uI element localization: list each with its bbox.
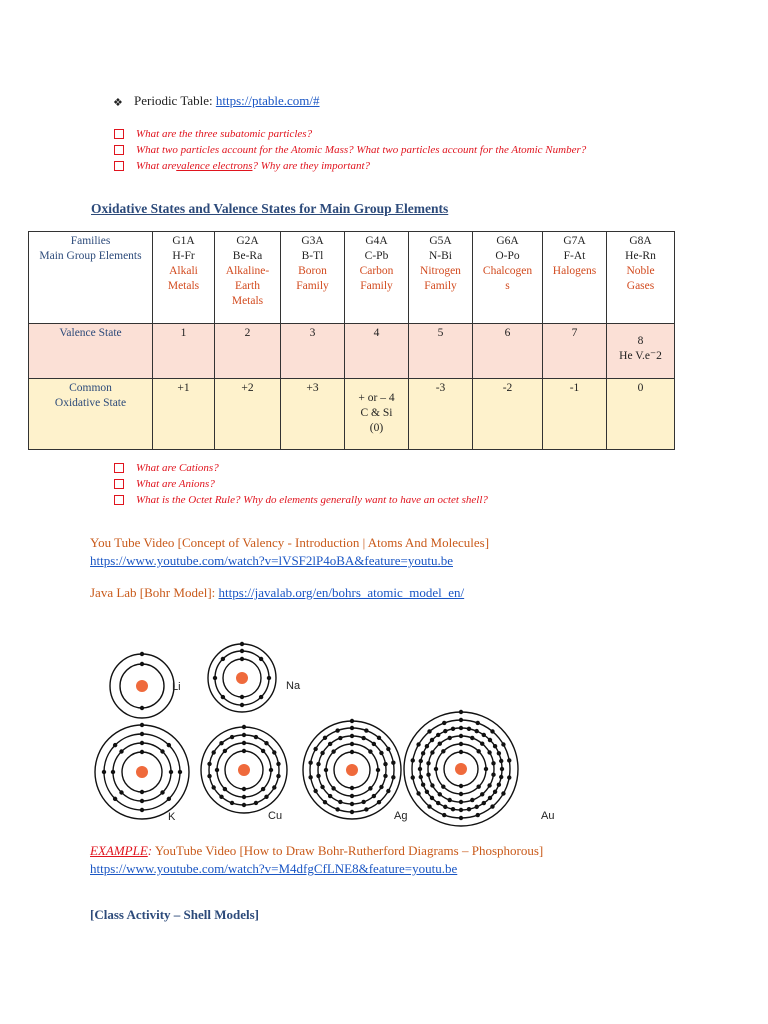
table-header-row bbox=[29, 232, 675, 324]
bohr-atom-cu bbox=[201, 725, 287, 822]
electron-dot bbox=[459, 710, 463, 714]
electron-dot bbox=[368, 786, 372, 790]
electron-dot bbox=[119, 749, 123, 753]
electron-dot bbox=[167, 743, 171, 747]
electron-dot bbox=[313, 789, 317, 793]
example-link[interactable]: https://www.youtube.com/watch?v=M4dfgCfLNE8&feature=youtu.be bbox=[90, 861, 458, 876]
electron-dot bbox=[379, 785, 383, 789]
element-label: Li bbox=[172, 681, 181, 693]
checkbox-icon[interactable] bbox=[114, 463, 124, 473]
oxidative-cell: -1 bbox=[543, 379, 607, 450]
electron-dot bbox=[430, 738, 434, 742]
electron-dot bbox=[320, 785, 324, 789]
oxidative-row bbox=[29, 379, 675, 450]
electron-dot bbox=[335, 728, 339, 732]
electron-dot bbox=[240, 642, 244, 646]
periodic-table-label: Periodic Table: bbox=[134, 93, 216, 108]
question-item: What are Cations? bbox=[114, 460, 488, 476]
electron-dot bbox=[242, 741, 246, 745]
electron-dot bbox=[316, 762, 320, 766]
electron-dot bbox=[507, 775, 511, 779]
checkbox-icon[interactable] bbox=[114, 129, 124, 139]
electron-dot bbox=[259, 695, 263, 699]
electron-dot bbox=[411, 775, 415, 779]
electron-dot bbox=[487, 783, 491, 787]
question-item: What two particles account for the Atomic Mass? What two particles account for the Atomic Number? bbox=[114, 142, 586, 158]
valence-cell: 8 He V.e⁻2 bbox=[607, 324, 675, 379]
electron-dot bbox=[459, 726, 463, 730]
electron-dot bbox=[476, 813, 480, 817]
diamond-bullet-icon: ❖ bbox=[113, 97, 123, 109]
electron-dot bbox=[391, 775, 395, 779]
checkbox-icon[interactable] bbox=[114, 479, 124, 489]
electron-dot bbox=[459, 792, 463, 796]
electron-dot bbox=[242, 733, 246, 737]
valence-label-cell: Valence State bbox=[29, 324, 153, 379]
oxidative-label-cell: Common Oxidative State bbox=[29, 379, 153, 450]
electron-dot bbox=[221, 695, 225, 699]
nucleus bbox=[236, 672, 248, 684]
electron-dot bbox=[416, 742, 420, 746]
electron-dot bbox=[207, 774, 211, 778]
electron-dot bbox=[474, 729, 478, 733]
electron-dot bbox=[386, 747, 390, 751]
electron-dot bbox=[372, 742, 376, 746]
electron-dot bbox=[140, 723, 144, 727]
electron-dot bbox=[230, 801, 234, 805]
electron-dot bbox=[448, 798, 452, 802]
electron-dot bbox=[459, 750, 463, 754]
example-label: EXAMPLE bbox=[90, 843, 148, 858]
oxidative-cell: -2 bbox=[473, 379, 543, 450]
electron-dot bbox=[501, 791, 505, 795]
electron-dot bbox=[320, 751, 324, 755]
electron-dot bbox=[443, 805, 447, 809]
electron-dot bbox=[140, 652, 144, 656]
electron-dot bbox=[215, 768, 219, 772]
electron-dot bbox=[497, 782, 501, 786]
electron-dot bbox=[436, 801, 440, 805]
checkbox-icon[interactable] bbox=[114, 495, 124, 505]
electron-dot bbox=[416, 791, 420, 795]
electron-dot bbox=[261, 749, 265, 753]
electron-dot bbox=[272, 750, 276, 754]
electron-dot bbox=[459, 800, 463, 804]
electron-dot bbox=[451, 807, 455, 811]
electron-dot bbox=[140, 732, 144, 736]
electron-dot bbox=[223, 749, 227, 753]
electron-dot bbox=[242, 795, 246, 799]
question-item: What are Anions? bbox=[114, 476, 488, 492]
electron-dot bbox=[213, 676, 217, 680]
electron-dot bbox=[430, 796, 434, 800]
electron-dot bbox=[419, 759, 423, 763]
nucleus bbox=[455, 763, 467, 775]
electron-dot bbox=[418, 767, 422, 771]
electron-dot bbox=[242, 787, 246, 791]
valence-cell: 3 bbox=[281, 324, 345, 379]
electron-dot bbox=[272, 785, 276, 789]
electron-dot bbox=[442, 813, 446, 817]
electron-dot bbox=[140, 706, 144, 710]
bohr-atom-ag bbox=[303, 719, 407, 822]
electron-dot bbox=[500, 767, 504, 771]
electron-dot bbox=[240, 657, 244, 661]
electron-dot bbox=[178, 770, 182, 774]
electron-dot bbox=[467, 807, 471, 811]
electron-dot bbox=[499, 775, 503, 779]
electron-dot bbox=[140, 808, 144, 812]
element-label: Na bbox=[286, 680, 301, 692]
question-item: What are valence electrons ? Why are they important? bbox=[114, 158, 586, 174]
electron-dot bbox=[264, 795, 268, 799]
electron-dot bbox=[211, 750, 215, 754]
electron-dot bbox=[459, 784, 463, 788]
electron-dot bbox=[364, 728, 368, 732]
electron-dot bbox=[459, 718, 463, 722]
electron-dot bbox=[476, 721, 480, 725]
electron-dot bbox=[426, 773, 430, 777]
electron-dot bbox=[459, 734, 463, 738]
electron-dot bbox=[442, 721, 446, 725]
electron-dot bbox=[230, 735, 234, 739]
electron-dot bbox=[459, 742, 463, 746]
electron-dot bbox=[259, 657, 263, 661]
electron-dot bbox=[264, 741, 268, 745]
example-block: EXAMPLE: YouTube Video [How to Draw Bohr-Rutherford Diagrams – Phosphorous] https://www.youtube.com/watch?v=M4dfgCfLNE8&feature=youtu.be bbox=[90, 843, 544, 876]
electron-dot bbox=[242, 803, 246, 807]
electron-dot bbox=[267, 676, 271, 680]
nucleus bbox=[136, 680, 148, 692]
electron-dot bbox=[323, 800, 327, 804]
question-list-2 bbox=[114, 460, 488, 508]
electron-dot bbox=[261, 787, 265, 791]
nucleus bbox=[346, 764, 358, 776]
electron-dot bbox=[480, 792, 484, 796]
valence-cell: 6 bbox=[473, 324, 543, 379]
electron-dot bbox=[350, 810, 354, 814]
valence-cell: 4 bbox=[345, 324, 409, 379]
electron-dot bbox=[459, 808, 463, 812]
group-cell: G3A B-Tl Boron Family bbox=[281, 232, 345, 324]
electron-dot bbox=[350, 719, 354, 723]
electron-dot bbox=[350, 734, 354, 738]
question-list-1 bbox=[114, 126, 586, 174]
electron-dot bbox=[167, 797, 171, 801]
electron-dot bbox=[376, 768, 380, 772]
electron-dot bbox=[350, 794, 354, 798]
bohr-models-image bbox=[88, 638, 588, 834]
electron-dot bbox=[350, 786, 354, 790]
electron-dot bbox=[140, 662, 144, 666]
electron-dot bbox=[482, 801, 486, 805]
electron-dot bbox=[219, 741, 223, 745]
electron-dot bbox=[383, 762, 387, 766]
electron-dot bbox=[361, 736, 365, 740]
oxidative-cell: +2 bbox=[215, 379, 281, 450]
electron-dot bbox=[490, 729, 494, 733]
electron-dot bbox=[140, 750, 144, 754]
bohr-atom-au bbox=[404, 710, 554, 826]
electron-dot bbox=[372, 794, 376, 798]
electron-dot bbox=[328, 742, 332, 746]
electron-dot bbox=[276, 762, 280, 766]
electron-dot bbox=[242, 749, 246, 753]
electron-dot bbox=[476, 784, 480, 788]
oxidative-cell: 0 bbox=[607, 379, 675, 450]
electron-dot bbox=[425, 790, 429, 794]
electron-dot bbox=[443, 729, 447, 733]
electron-dot bbox=[331, 786, 335, 790]
electron-dot bbox=[480, 742, 484, 746]
valence-cell: 7 bbox=[543, 324, 607, 379]
electron-dot bbox=[102, 770, 106, 774]
checkbox-icon[interactable] bbox=[114, 161, 124, 171]
electron-dot bbox=[487, 750, 491, 754]
bohr-atom-k bbox=[95, 723, 189, 823]
electron-dot bbox=[377, 800, 381, 804]
electron-dot bbox=[364, 807, 368, 811]
electron-dot bbox=[421, 782, 425, 786]
electron-dot bbox=[430, 783, 434, 787]
electron-dot bbox=[254, 801, 258, 805]
electron-dot bbox=[451, 727, 455, 731]
electron-dot bbox=[488, 796, 492, 800]
valence-row bbox=[29, 324, 675, 379]
electron-dot bbox=[383, 774, 387, 778]
electron-dot bbox=[411, 758, 415, 762]
electron-dot bbox=[386, 789, 390, 793]
javalab-link[interactable]: https://javalab.org/en/bohrs_atomic_model_en/ bbox=[218, 585, 465, 600]
valence-cell: 1 bbox=[153, 324, 215, 379]
electron-dot bbox=[467, 727, 471, 731]
electron-dot bbox=[361, 800, 365, 804]
electron-dot bbox=[436, 733, 440, 737]
oxidative-cell: +3 bbox=[281, 379, 345, 450]
video-1-block bbox=[90, 534, 489, 570]
electron-dot bbox=[119, 790, 123, 794]
electron-dot bbox=[476, 749, 480, 753]
electron-dot bbox=[338, 736, 342, 740]
javalab-line bbox=[90, 584, 464, 602]
oxidative-cell: -3 bbox=[409, 379, 473, 450]
electron-dot bbox=[140, 741, 144, 745]
element-label: Au bbox=[541, 810, 555, 822]
valence-cell: 2 bbox=[215, 324, 281, 379]
electron-dot bbox=[160, 790, 164, 794]
electron-dot bbox=[438, 792, 442, 796]
electron-dot bbox=[438, 742, 442, 746]
electron-dot bbox=[497, 751, 501, 755]
element-label: Ag bbox=[394, 810, 408, 822]
electron-dot bbox=[223, 787, 227, 791]
electron-dot bbox=[324, 768, 328, 772]
video-1-link[interactable]: https://www.youtube.com/watch?v=lVSF2lP4oBA&feature=youtu.be bbox=[90, 553, 453, 568]
electron-dot bbox=[426, 761, 430, 765]
periodic-table-link[interactable]: https://ptable.com/# bbox=[215, 93, 320, 108]
example-title: YouTube Video [How to Draw Bohr-Rutherford Diagrams – Phosphorous] bbox=[152, 843, 544, 858]
electron-dot bbox=[491, 773, 495, 777]
periodic-table-line bbox=[134, 93, 320, 109]
electron-dot bbox=[470, 736, 474, 740]
electron-dot bbox=[470, 798, 474, 802]
electron-dot bbox=[350, 802, 354, 806]
electron-dot bbox=[427, 729, 431, 733]
electron-dot bbox=[269, 768, 273, 772]
electron-dot bbox=[350, 742, 354, 746]
video-1-title: You Tube Video [Concept of Valency - Introduction | Atoms And Molecules] bbox=[90, 535, 490, 550]
electron-dot bbox=[434, 767, 438, 771]
electron-dot bbox=[308, 761, 312, 765]
electron-dot bbox=[501, 742, 505, 746]
group-cell: G5A N-Bi Nitrogen Family bbox=[409, 232, 473, 324]
bohr-atom-na bbox=[208, 642, 301, 712]
electron-dot bbox=[338, 800, 342, 804]
electron-dot bbox=[488, 738, 492, 742]
javalab-label: Java Lab [Bohr Model]: bbox=[90, 585, 219, 600]
electron-dot bbox=[499, 759, 503, 763]
group-cell: G7A F-At Halogens bbox=[543, 232, 607, 324]
nucleus bbox=[238, 764, 250, 776]
group-cell: G2A Be-Ra Alkaline- Earth Metals bbox=[215, 232, 281, 324]
electron-dot bbox=[207, 762, 211, 766]
bohr-atom-li bbox=[110, 652, 181, 718]
electron-dot bbox=[493, 744, 497, 748]
group-cell: G4A C-Pb Carbon Family bbox=[345, 232, 409, 324]
element-label: Cu bbox=[268, 810, 283, 822]
oxidative-cell: + or – 4 C & Si (0) bbox=[345, 379, 409, 450]
group-cell: G1A H-Fr Alkali Metals bbox=[153, 232, 215, 324]
electron-dot bbox=[368, 749, 372, 753]
electron-dot bbox=[240, 703, 244, 707]
electron-dot bbox=[425, 744, 429, 748]
electron-dot bbox=[427, 804, 431, 808]
electron-dot bbox=[350, 750, 354, 754]
electron-dot bbox=[140, 799, 144, 803]
valence-cell: 5 bbox=[409, 324, 473, 379]
families-header-cell: Families Main Group Elements bbox=[29, 232, 153, 324]
electron-dot bbox=[482, 733, 486, 737]
electron-dot bbox=[484, 767, 488, 771]
electron-dot bbox=[276, 774, 280, 778]
question-item: What are the three subatomic particles? bbox=[114, 126, 586, 142]
electron-dot bbox=[111, 770, 115, 774]
electron-dot bbox=[459, 816, 463, 820]
class-activity-heading: [Class Activity – Shell Models] bbox=[90, 907, 259, 922]
electron-dot bbox=[379, 751, 383, 755]
electron-dot bbox=[242, 725, 246, 729]
electron-dot bbox=[441, 749, 445, 753]
electron-dot bbox=[169, 770, 173, 774]
electron-dot bbox=[240, 695, 244, 699]
electron-dot bbox=[491, 761, 495, 765]
electron-dot bbox=[507, 758, 511, 762]
electron-dot bbox=[350, 726, 354, 730]
electron-dot bbox=[254, 735, 258, 739]
electron-dot bbox=[313, 747, 317, 751]
electron-dot bbox=[391, 761, 395, 765]
electron-dot bbox=[441, 784, 445, 788]
element-label: K bbox=[168, 811, 176, 823]
question-item: What is the Octet Rule? Why do elements generally want to have an octet shell? bbox=[114, 492, 488, 508]
electron-dot bbox=[211, 785, 215, 789]
electron-dot bbox=[490, 804, 494, 808]
electron-dot bbox=[419, 775, 423, 779]
nucleus bbox=[136, 766, 148, 778]
electron-dot bbox=[160, 749, 164, 753]
checkbox-icon[interactable] bbox=[114, 145, 124, 155]
group-cell: G8A He-Rn Noble Gases bbox=[607, 232, 675, 324]
electron-dot bbox=[421, 751, 425, 755]
electron-dot bbox=[113, 743, 117, 747]
electron-dot bbox=[328, 794, 332, 798]
electron-dot bbox=[448, 736, 452, 740]
electron-dot bbox=[335, 807, 339, 811]
electron-dot bbox=[323, 736, 327, 740]
oxidation-table bbox=[28, 231, 675, 450]
electron-dot bbox=[113, 797, 117, 801]
electron-dot bbox=[377, 736, 381, 740]
electron-dot bbox=[219, 795, 223, 799]
oxidative-cell: +1 bbox=[153, 379, 215, 450]
electron-dot bbox=[316, 774, 320, 778]
electron-dot bbox=[331, 749, 335, 753]
electron-dot bbox=[140, 790, 144, 794]
electron-dot bbox=[430, 750, 434, 754]
electron-dot bbox=[240, 649, 244, 653]
table-heading: Oxidative States and Valence States for Main Group Elements bbox=[91, 201, 449, 216]
electron-dot bbox=[221, 657, 225, 661]
electron-dot bbox=[308, 775, 312, 779]
electron-dot bbox=[474, 805, 478, 809]
electron-dot bbox=[493, 790, 497, 794]
group-cell: G6A O-Po Chalcogen s bbox=[473, 232, 543, 324]
